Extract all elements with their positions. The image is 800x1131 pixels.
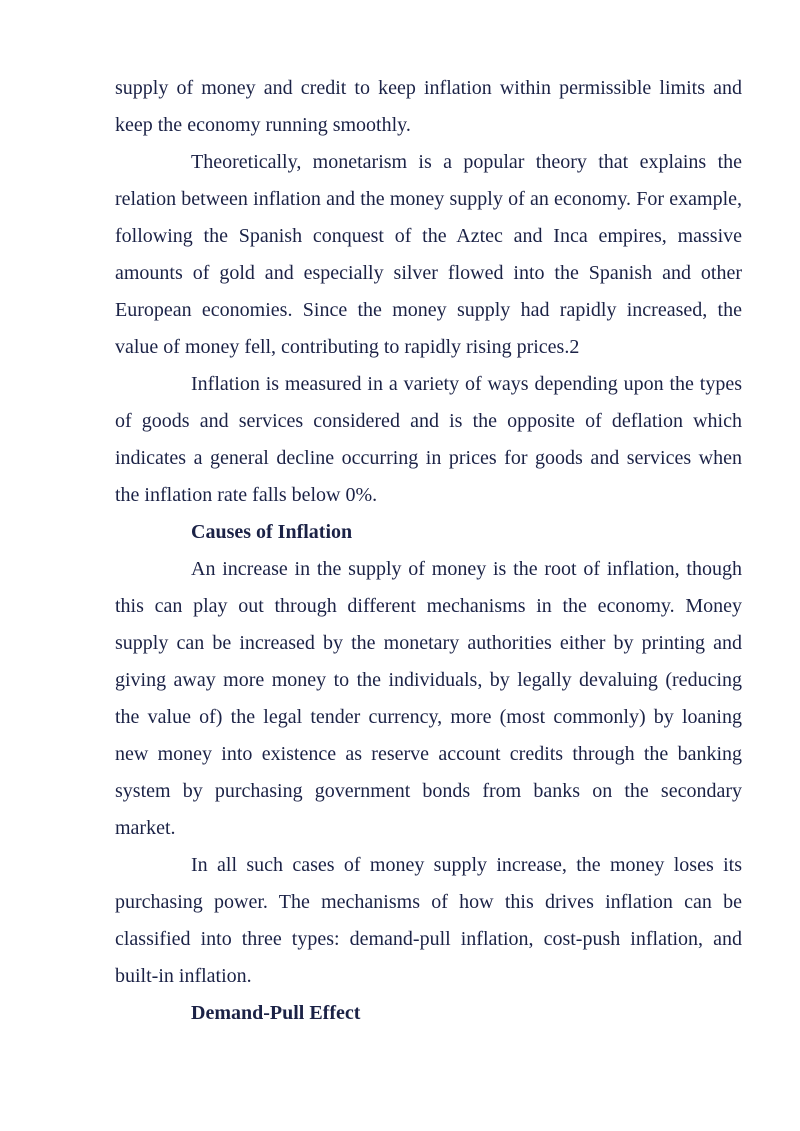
section-heading-demand-pull: Demand-Pull Effect bbox=[191, 1002, 361, 1024]
paragraph-mechanisms: In all such cases of money supply increase, the money loses its purchasing power. The mechanisms of how this drives inflation can be classified into three types: demand-pull inflation, cost-push inflation, and built-in inflation. bbox=[115, 854, 742, 987]
paragraph-money-supply: An increase in the supply of money is the root of inflation, though this can play out through different mechanisms in the economy. Money supply can be increased by the monetary authorities either by printing and giving away more money to the individuals, by legally devaluing (reducing the value of) the legal tender currency, more (most commonly) by loaning new money into existence as reserve account credits through the banking system by purchasing government bonds from banks on the secondary market. bbox=[115, 558, 742, 839]
document-page bbox=[115, 70, 742, 1032]
section-heading-causes: Causes of Inflation bbox=[191, 521, 353, 543]
paragraph-monetarism: Theoretically, monetarism is a popular theory that explains the relation between inflation and the money supply of an economy. For example, following the Spanish conquest of the Aztec and Inca empires, massive amounts of gold and especially silver flowed into the Spanish and other European economies. Since the money supply had rapidly increased, the value of money fell, contributing to rapidly rising prices.2 bbox=[115, 151, 742, 358]
paragraph-continuation: supply of money and credit to keep inflation within permissible limits and keep the economy running smoothly. bbox=[115, 77, 742, 136]
paragraph-measurement: Inflation is measured in a variety of ways depending upon the types of goods and services considered and is the opposite of deflation which indicates a general decline occurring in prices for goods and services when the inflation rate falls below 0%. bbox=[115, 373, 742, 506]
